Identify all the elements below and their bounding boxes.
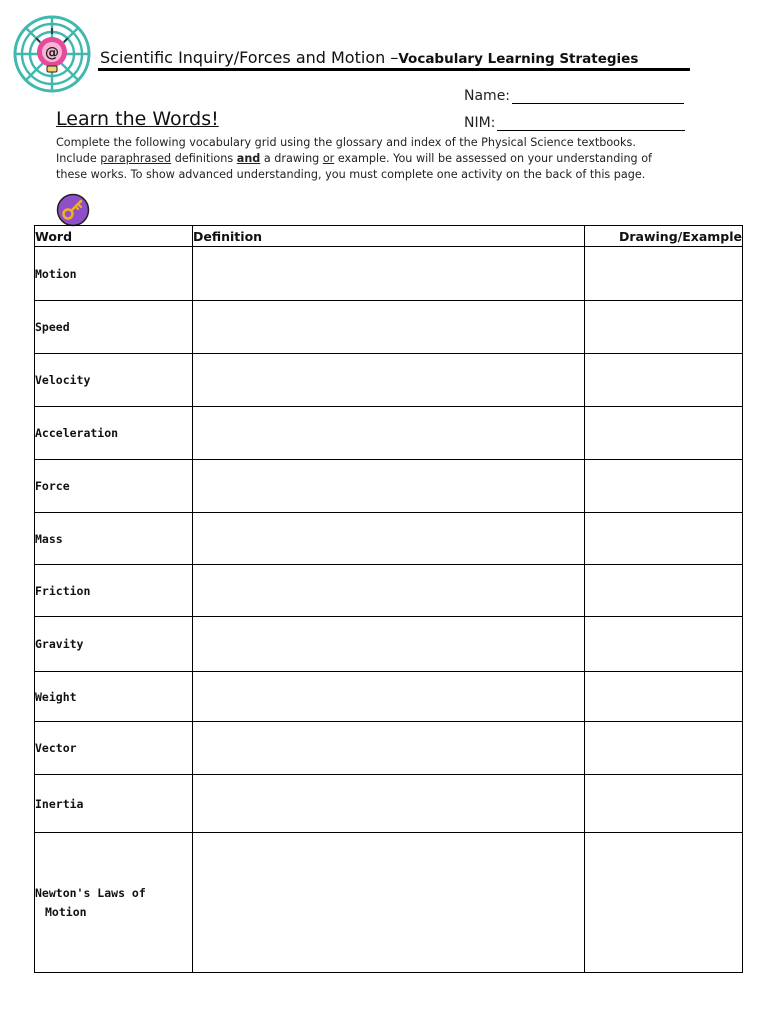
instr-or: or [322,152,335,165]
table-row [35,617,743,672]
drawing-cell[interactable] [585,247,743,301]
term-cell: Friction [35,565,193,617]
table-row [35,460,743,513]
instructions [56,135,716,183]
drawing-cell[interactable] [585,354,743,407]
name-label: Name: [464,88,511,104]
key-icon [56,193,90,227]
column-header-drawing: Drawing/Example [585,226,743,247]
instr-text: Include [56,152,101,165]
table-row [35,565,743,617]
term-line-1: Newton's Laws of [35,885,146,900]
table-row [35,407,743,460]
title-main: Scientific Inquiry/Forces and Motion – [100,48,399,67]
name-line [464,88,684,104]
table-header-row [35,226,743,247]
term-cell: Mass [35,513,193,565]
instr-paraphrased: paraphrased [100,152,172,165]
document-title [100,48,638,67]
definition-cell[interactable] [193,247,585,301]
nim-label: NIM: [464,115,496,131]
definition-cell[interactable] [193,775,585,833]
definition-cell[interactable] [193,722,585,775]
title-underline [98,68,690,71]
instr-text: a drawing [260,152,323,165]
definition-cell[interactable] [193,617,585,672]
column-header-definition: Definition [193,226,585,247]
term-line-2: Motion [45,904,87,919]
term-cell: Inertia [35,775,193,833]
column-header-word: Word [35,226,193,247]
term-cell: Speed [35,301,193,354]
term-cell: Force [35,460,193,513]
lightbulb-logo-icon [12,14,92,94]
definition-cell[interactable] [193,354,585,407]
nim-line [464,115,685,131]
name-field[interactable] [512,89,684,104]
drawing-cell[interactable] [585,833,743,973]
term-cell: Acceleration [35,407,193,460]
definition-cell[interactable] [193,460,585,513]
table-row [35,513,743,565]
definition-cell[interactable] [193,672,585,722]
table-row [35,775,743,833]
term-cell: Motion [35,247,193,301]
section-heading: Learn the Words! [56,108,219,130]
drawing-cell[interactable] [585,407,743,460]
definition-cell[interactable] [193,301,585,354]
drawing-cell[interactable] [585,722,743,775]
title-sub: Vocabulary Learning Strategies [398,51,639,67]
vocabulary-grid [34,225,743,973]
term-cell-newtons-laws [35,833,193,973]
instructions-line-3: these works. To show advanced understanding, you must complete one activity on the back of this page. [56,168,646,181]
table-row [35,722,743,775]
term-cell: Gravity [35,617,193,672]
drawing-cell[interactable] [585,617,743,672]
definition-cell[interactable] [193,565,585,617]
instructions-line-2 [56,151,716,167]
drawing-cell[interactable] [585,301,743,354]
instr-and: and [236,152,261,165]
drawing-cell[interactable] [585,565,743,617]
definition-cell[interactable] [193,513,585,565]
table-row [35,672,743,722]
term-cell: Vector [35,722,193,775]
drawing-cell[interactable] [585,775,743,833]
table-row [35,301,743,354]
svg-text:@: @ [45,45,59,61]
table-row [35,247,743,301]
nim-field[interactable] [497,116,685,131]
drawing-cell[interactable] [585,672,743,722]
drawing-cell[interactable] [585,513,743,565]
term-cell: Velocity [35,354,193,407]
table-row [35,833,743,973]
instr-text: definitions [171,152,237,165]
instructions-line-1: Complete the following vocabulary grid using the glossary and index of the Physical Science textbooks. [56,136,636,149]
term-cell: Weight [35,672,193,722]
definition-cell[interactable] [193,407,585,460]
drawing-cell[interactable] [585,460,743,513]
definition-cell[interactable] [193,833,585,973]
instr-text: example. You will be assessed on your understanding of [334,152,652,165]
table-row [35,354,743,407]
